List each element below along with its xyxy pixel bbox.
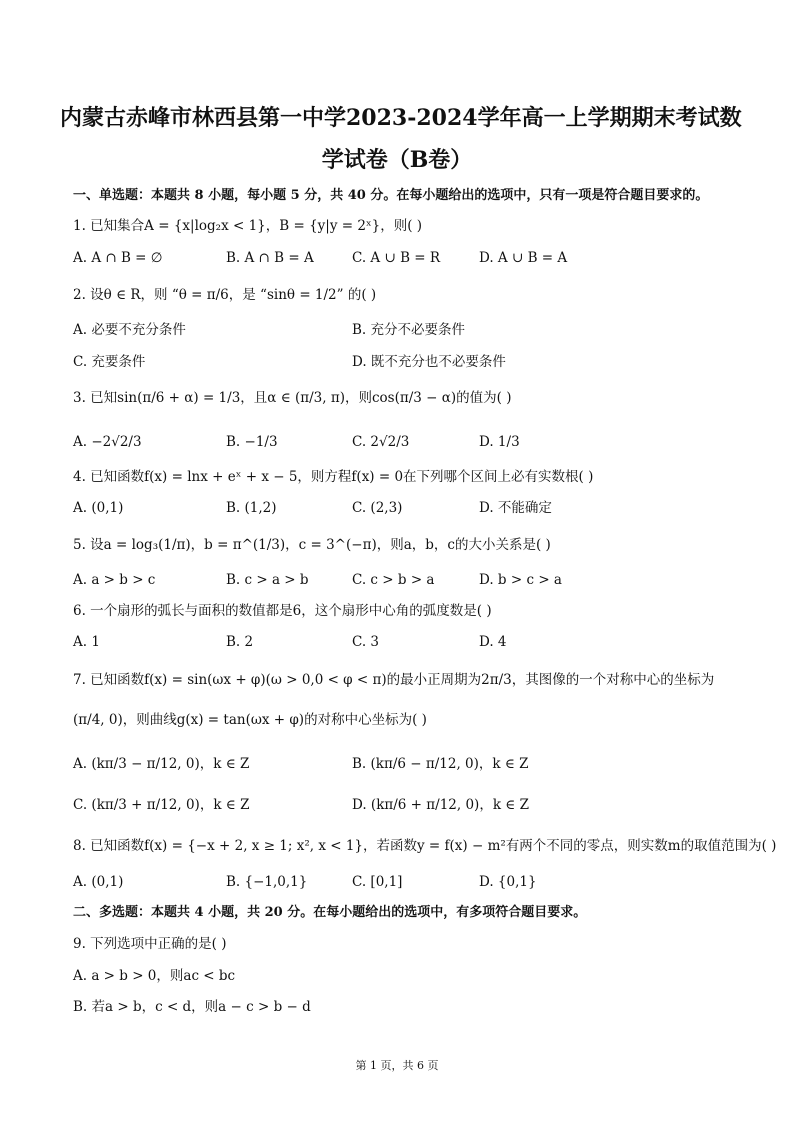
question-2-option-c: C. 充要条件 xyxy=(73,354,146,370)
question-3-option-d: D. 1/3 xyxy=(479,434,520,450)
question-1-option-b: B. A ∩ B = A xyxy=(226,250,314,266)
question-3-option-b: B. −1/3 xyxy=(226,434,278,450)
exam-title-line2: 学试卷（B卷） xyxy=(321,147,473,173)
question-7-stem-line1: 7. 已知函数f(x) = sin(ωx + φ)(ω > 0,0 < φ < π)的最小正周期为2π/3，其图像的一个对称中心的坐标为 xyxy=(73,672,715,688)
question-4-option-b: B. (1,2) xyxy=(226,500,277,516)
question-6-stem: 6. 一个扇形的弧长与面积的数值都是6，这个扇形中心角的弧度数是( ) xyxy=(73,603,492,619)
question-5-option-c: C. c > b > a xyxy=(352,572,435,588)
question-6-option-c: C. 3 xyxy=(352,634,380,650)
question-3-stem: 3. 已知sin(π/6 + α) = 1/3，且α ∈ (π/3, π)，则cos(π/3 − α)的值为( ) xyxy=(73,390,512,406)
section2-heading: 二、多选题：本题共 4 小题，共 20 分。在每小题给出的选项中，有多项符合题目要求。 xyxy=(73,905,587,920)
question-8-option-b: B. {−1,0,1} xyxy=(226,874,308,890)
question-9-stem: 9. 下列选项中正确的是( ) xyxy=(73,936,227,952)
section1-heading: 一、单选题：本题共 8 小题，每小题 5 分，共 40 分。在每小题给出的选项中，只有一项是符合题目要求的。 xyxy=(73,188,709,203)
question-5-option-d: D. b > c > a xyxy=(479,572,562,588)
question-1-option-d: D. A ∪ B = A xyxy=(479,250,568,266)
question-7-option-b: B. (kπ/6 − π/12, 0)，k ∈ Z xyxy=(352,756,529,772)
question-3-option-a: A. −2√2/3 xyxy=(73,434,142,450)
question-7-option-d: D. (kπ/6 + π/12, 0)，k ∈ Z xyxy=(352,797,529,813)
question-2-option-a: A. 必要不充分条件 xyxy=(73,322,186,338)
question-4-option-c: C. (2,3) xyxy=(352,500,403,516)
question-5-stem: 5. 设a = log₃(1/π)，b = π^(1/3)，c = 3^(−π)，则a，b，c的大小关系是( ) xyxy=(73,537,551,553)
question-4-option-d: D. 不能确定 xyxy=(479,500,552,516)
question-7-option-c: C. (kπ/3 + π/12, 0)，k ∈ Z xyxy=(73,797,250,813)
question-8-option-a: A. (0,1) xyxy=(73,874,124,890)
question-2-option-d: D. 既不充分也不必要条件 xyxy=(352,354,506,370)
question-9-option-b: B. 若a > b，c < d，则a − c > b − d xyxy=(73,999,311,1015)
question-4-option-a: A. (0,1) xyxy=(73,500,124,516)
question-8-option-c: C. [0,1] xyxy=(352,874,403,890)
question-6-option-b: B. 2 xyxy=(226,634,254,650)
question-9-option-a: A. a > b > 0，则ac < bc xyxy=(73,968,236,984)
question-7-stem-line2: (π/4, 0)，则曲线g(x) = tan(ωx + φ)的对称中心坐标为( ) xyxy=(73,712,427,728)
question-8-stem: 8. 已知函数f(x) = {−x + 2, x ≥ 1; x², x < 1}，若函数y = f(x) − m²有两个不同的零点，则实数m的取值范围为( ) xyxy=(73,838,777,854)
question-1-option-c: C. A ∪ B = R xyxy=(352,250,441,266)
exam-title-line1: 内蒙古赤峰市林西县第一中学2023-2024学年高一上学期期末考试数 xyxy=(60,105,742,131)
question-1-option-a: A. A ∩ B = ∅ xyxy=(73,250,163,266)
question-4-stem: 4. 已知函数f(x) = lnx + eˣ + x − 5，则方程f(x) = 0在下列哪个区间上必有实数根( ) xyxy=(73,469,594,485)
question-1-stem: 1. 已知集合A = {x|log₂x < 1}，B = {y|y = 2ˣ}，则( ) xyxy=(73,218,423,234)
question-6-option-a: A. 1 xyxy=(73,634,100,650)
question-7-option-a: A. (kπ/3 − π/12, 0)，k ∈ Z xyxy=(73,756,250,772)
question-3-option-c: C. 2√2/3 xyxy=(352,434,410,450)
question-5-option-a: A. a > b > c xyxy=(73,572,156,588)
question-5-option-b: B. c > a > b xyxy=(226,572,309,588)
question-8-option-d: D. {0,1} xyxy=(479,874,537,890)
question-6-option-d: D. 4 xyxy=(479,634,507,650)
question-2-option-b: B. 充分不必要条件 xyxy=(352,322,466,338)
page-footer: 第 1 页，共 6 页 xyxy=(355,1059,439,1072)
question-2-stem: 2. 设θ ∈ R，则 “θ = π/6，是 “sinθ = 1/2” 的( ) xyxy=(73,287,377,303)
